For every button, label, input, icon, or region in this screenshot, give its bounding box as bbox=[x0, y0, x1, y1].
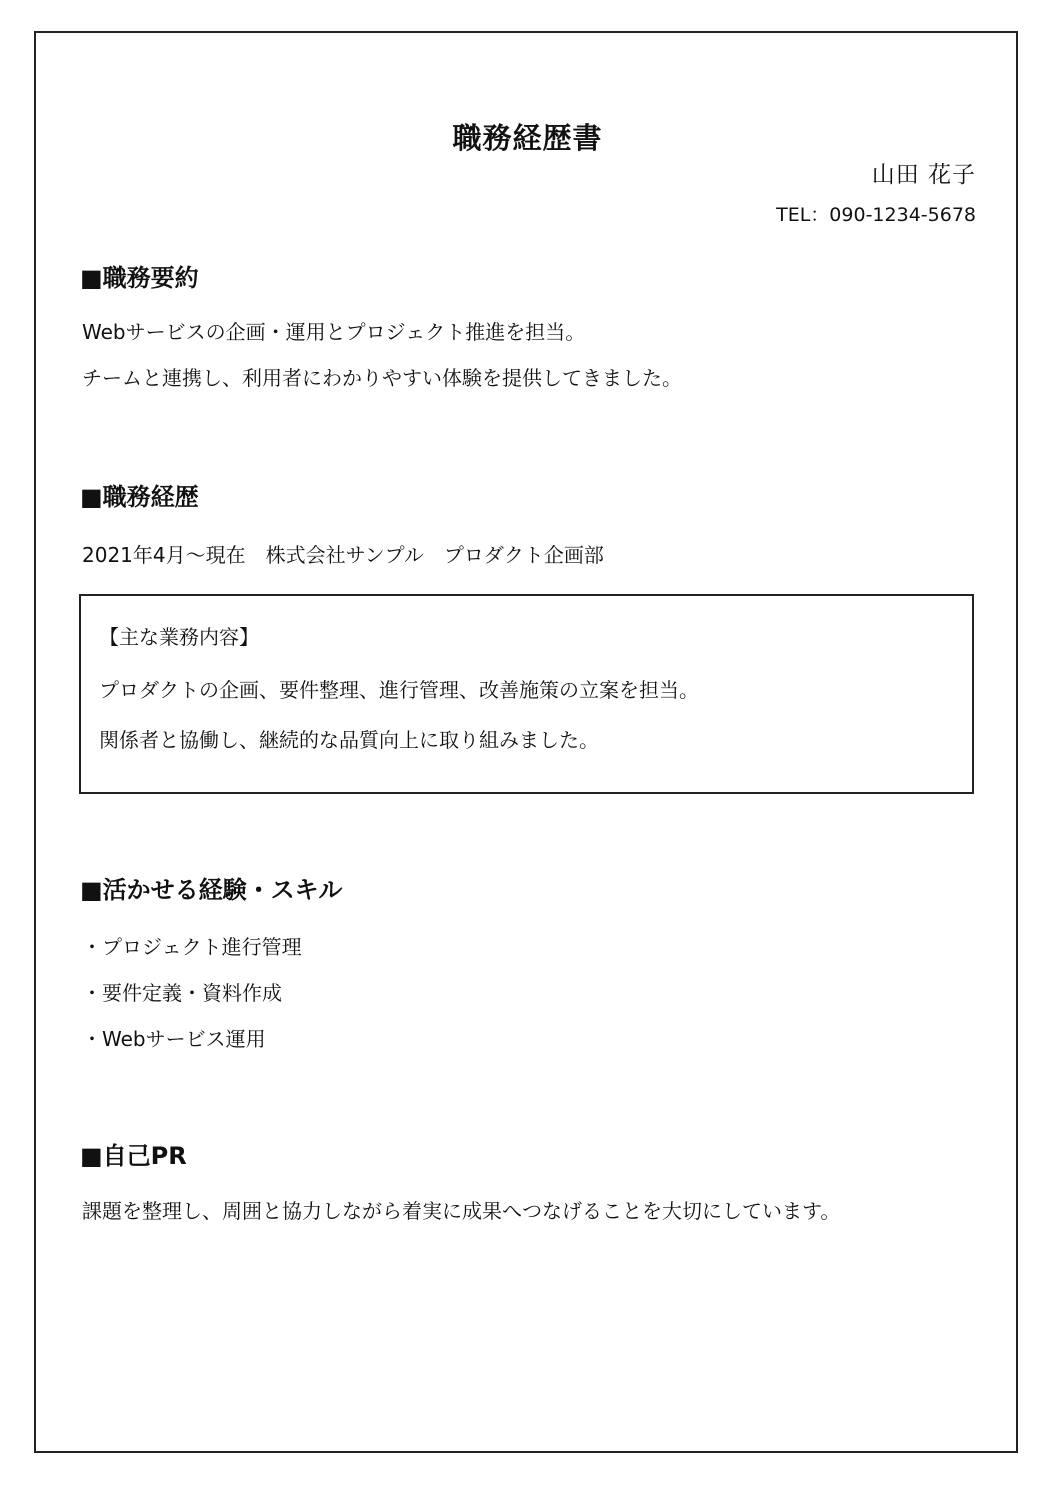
summary-line: Webサービスの企画・運用とプロジェクト推進を担当。 bbox=[82, 320, 586, 344]
duty-box-line: 関係者と協働し、継続的な品質向上に取り組みました。 bbox=[99, 728, 599, 752]
document-title: 職務経歴書 bbox=[452, 121, 603, 155]
applicant-name: 山田 花子 bbox=[871, 162, 976, 188]
section-heading-skills: ■活かせる経験・スキル bbox=[80, 876, 343, 904]
duty-box-label: 【主な業務内容】 bbox=[99, 625, 259, 649]
summary-line: チームと連携し、利用者にわかりやすい体験を提供してきました。 bbox=[82, 366, 682, 390]
history-entry: 2021年4月～現在 株式会社サンプル プロダクト企画部 bbox=[82, 543, 604, 567]
duty-box-line: プロダクトの企画、要件整理、進行管理、改善施策の立案を担当。 bbox=[99, 678, 699, 702]
section-heading-summary: ■職務要約 bbox=[80, 264, 199, 292]
pr-text: 課題を整理し、周囲と協力しながら着実に成果へつなげることを大切にしています。 bbox=[82, 1199, 841, 1223]
skill-item: ・要件定義・資料作成 bbox=[82, 981, 282, 1005]
skill-item: ・Webサービス運用 bbox=[82, 1027, 266, 1051]
duty-box bbox=[79, 594, 974, 794]
section-heading-pr: ■自己PR bbox=[80, 1142, 187, 1170]
skill-item: ・プロジェクト進行管理 bbox=[82, 935, 302, 959]
section-heading-history: ■職務経歴 bbox=[80, 483, 199, 511]
applicant-phone: TEL：090-1234-5678 bbox=[776, 204, 976, 226]
